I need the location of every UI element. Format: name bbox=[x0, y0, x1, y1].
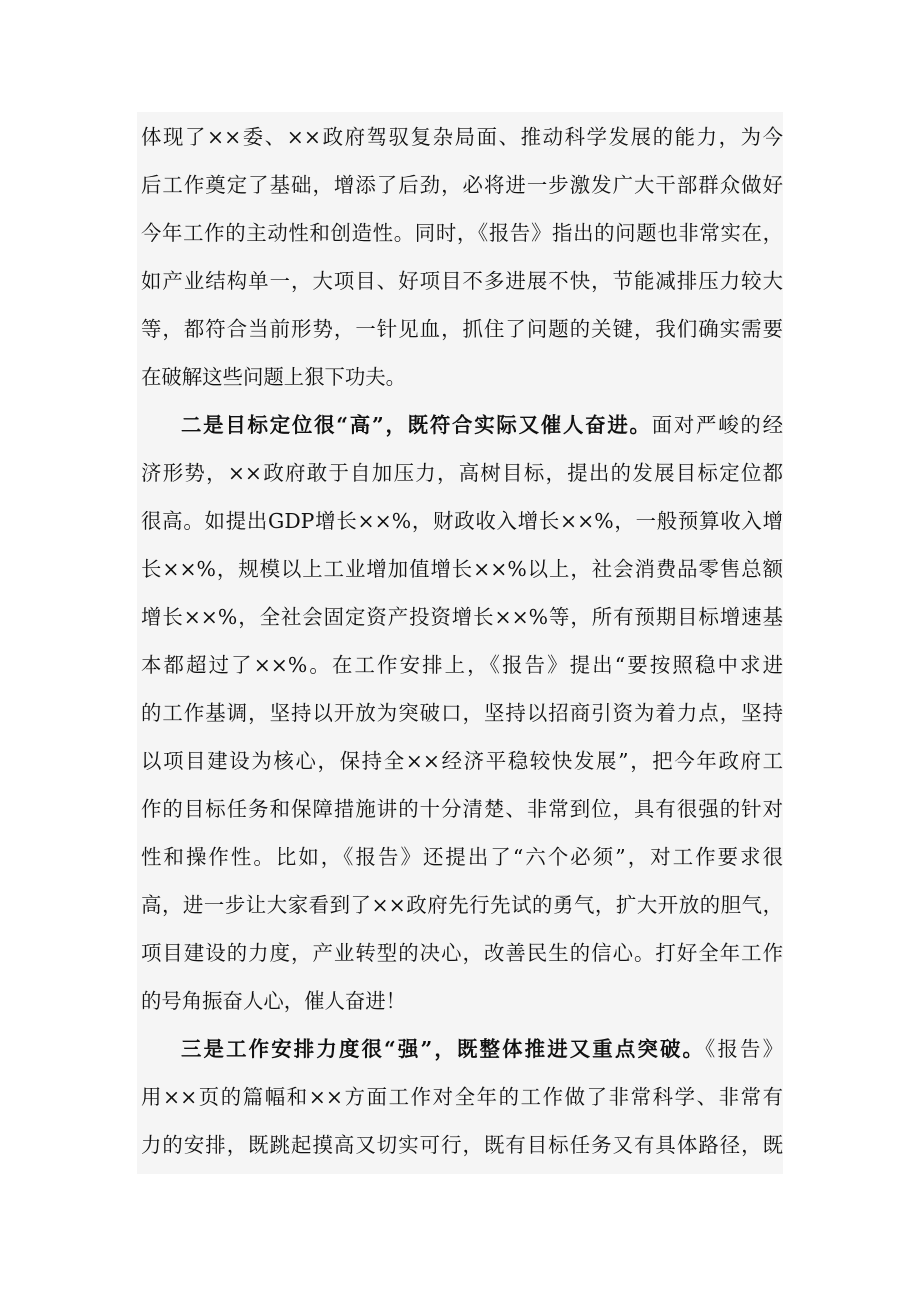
text-line: 在破解这些问题上狠下功夫。 bbox=[141, 365, 407, 389]
text-line: 如产业结构单一，大项目、好项目不多进展不快，节能减排压力较大 bbox=[141, 269, 783, 293]
paragraph-first-line-text: 面对严峻的经 bbox=[651, 413, 783, 437]
text-line: 今年工作的主动性和创造性。同时，《报告》指出的问题也非常实在， bbox=[141, 221, 783, 245]
text-line: 性和操作性。比如，《报告》还提出了“六个必须”，对工作要求很 bbox=[141, 845, 783, 869]
text-line: 高，进一步让大家看到了××政府先行先试的勇气，扩大开放的胆气， bbox=[141, 893, 783, 917]
text-line: 作的目标任务和保障措施讲的十分清楚、非常到位，具有很强的针对 bbox=[141, 797, 783, 821]
text-line: 本都超过了××%。在工作安排上，《报告》提出“要按照稳中求进 bbox=[141, 653, 783, 677]
text-line: 用××页的篇幅和××方面工作对全年的工作做了非常科学、非常有 bbox=[141, 1085, 783, 1109]
text-line: 体现了××委、××政府驾驭复杂局面、推动科学发展的能力，为今 bbox=[141, 125, 783, 149]
text-line: 等，都符合当前形势，一针见血，抓住了问题的关键，我们确实需要 bbox=[141, 317, 783, 341]
paragraph-lead: 二是目标定位很“高”，既符合实际又催人奋进。 bbox=[181, 413, 652, 437]
text-line: 的号角振奋人心，催人奋进！ bbox=[141, 989, 407, 1013]
text-line: 以项目建设为核心，保持全××经济平稳较快发展”，把今年政府工 bbox=[141, 749, 783, 773]
text-line: 项目建设的力度，产业转型的决心，改善民生的信心。打好全年工作 bbox=[141, 941, 783, 965]
text-block bbox=[137, 112, 783, 1174]
text-line: 增长××%，全社会固定资产投资增长××%等，所有预期目标增速基 bbox=[141, 605, 783, 629]
paragraph-first-line-text: 《报告》 bbox=[705, 1037, 783, 1061]
paragraph-first-line bbox=[181, 1029, 783, 1069]
text-line: 后工作奠定了基础，增添了后劲，必将进一步激发广大干部群众做好 bbox=[141, 173, 783, 197]
text-line: 力的安排，既跳起摸高又切实可行，既有目标任务又有具体路径，既 bbox=[141, 1133, 783, 1157]
text-line: 的工作基调，坚持以开放为突破口，坚持以招商引资为着力点，坚持 bbox=[141, 701, 783, 725]
paragraph-lead: 三是工作安排力度很“强”，既整体推进又重点突破。 bbox=[181, 1037, 706, 1061]
paragraph-first-line bbox=[181, 405, 783, 445]
text-line: 很高。如提出GDP增长××%，财政收入增长××%，一般预算收入增 bbox=[141, 509, 783, 533]
text-line: 济形势，××政府敢于自加压力，高树目标，提出的发展目标定位都 bbox=[141, 461, 783, 485]
text-line: 长××%，规模以上工业增加值增长××%以上，社会消费品零售总额 bbox=[141, 557, 783, 581]
